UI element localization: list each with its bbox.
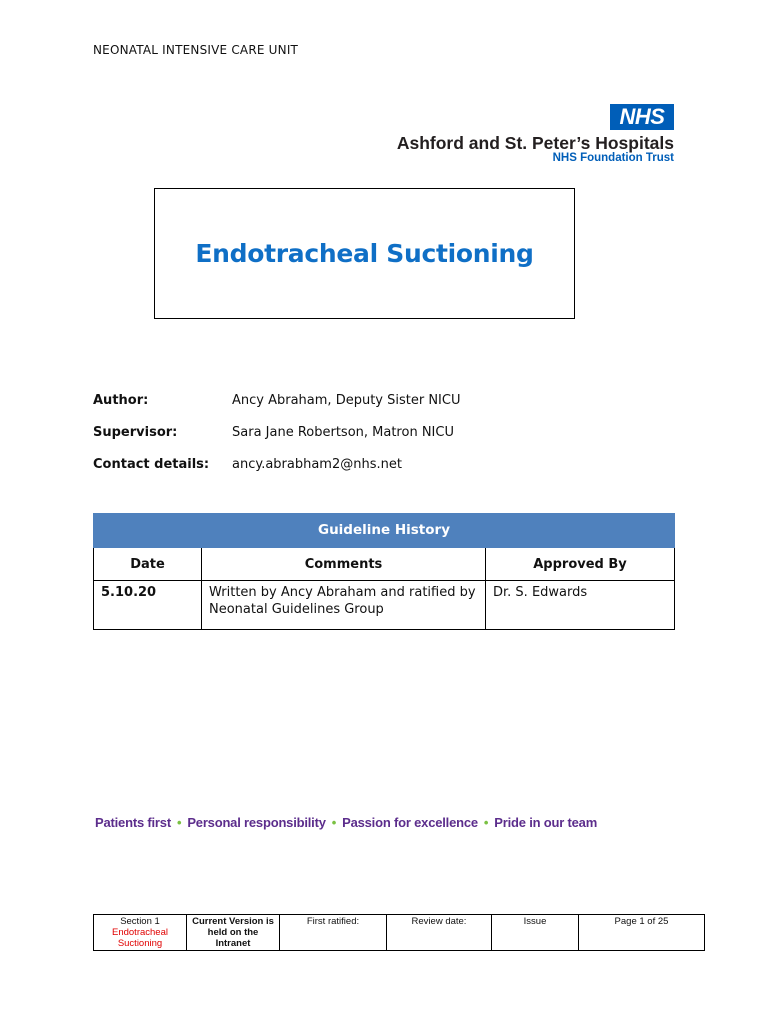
history-caption: Guideline History [94,514,675,548]
table-row [94,581,675,630]
document-footer-table [93,914,705,951]
contact-value: ancy.abrabham2@nhs.net [232,457,402,472]
value-pride-in-our-team: Pride in our team [494,815,598,830]
organisation-name: Ashford and St. Peter’s Hospitals [396,133,674,153]
footer-section [94,915,187,951]
bullet-icon: • [331,815,337,830]
bullet-icon: • [483,815,489,830]
footer-page-number: Page 1 of 25 [579,915,705,951]
bullet-icon: • [176,815,182,830]
nhs-logo [396,104,676,168]
row-date: 5.10.20 [94,581,202,630]
footer-section-number: Section 1 [120,916,160,927]
value-patients-first: Patients first [95,815,171,830]
footer-current-version: Current Version is held on the Intranet [187,915,280,951]
author-value: Ancy Abraham, Deputy Sister NICU [232,393,461,408]
trust-values-banner [95,815,597,830]
row-approved-by: Dr. S. Edwards [486,581,675,630]
header-date: Date [94,548,202,581]
title-box [154,188,575,319]
author-label: Author: [93,393,149,408]
nhs-badge: NHS [610,104,674,130]
document-title: Endotracheal Suctioning [195,239,534,268]
value-personal-responsibility: Personal responsibility [187,815,326,830]
supervisor-value: Sara Jane Robertson, Matron NICU [232,425,454,440]
footer-review-date: Review date: [387,915,492,951]
guideline-history-table [93,513,675,630]
trust-name: NHS Foundation Trust [552,152,674,164]
document-header: NEONATAL INTENSIVE CARE UNIT [93,43,299,57]
footer-first-ratified: First ratified: [280,915,387,951]
supervisor-label: Supervisor: [93,425,178,440]
row-comments: Written by Ancy Abraham and ratified by Neonatal Guidelines Group [202,581,486,630]
header-approved-by: Approved By [486,548,675,581]
contact-label: Contact details: [93,457,210,472]
footer-section-name: Endotracheal Suctioning [112,927,168,949]
value-passion-for-excellence: Passion for excellence [342,815,478,830]
footer-issue: Issue [492,915,579,951]
header-comments: Comments [202,548,486,581]
